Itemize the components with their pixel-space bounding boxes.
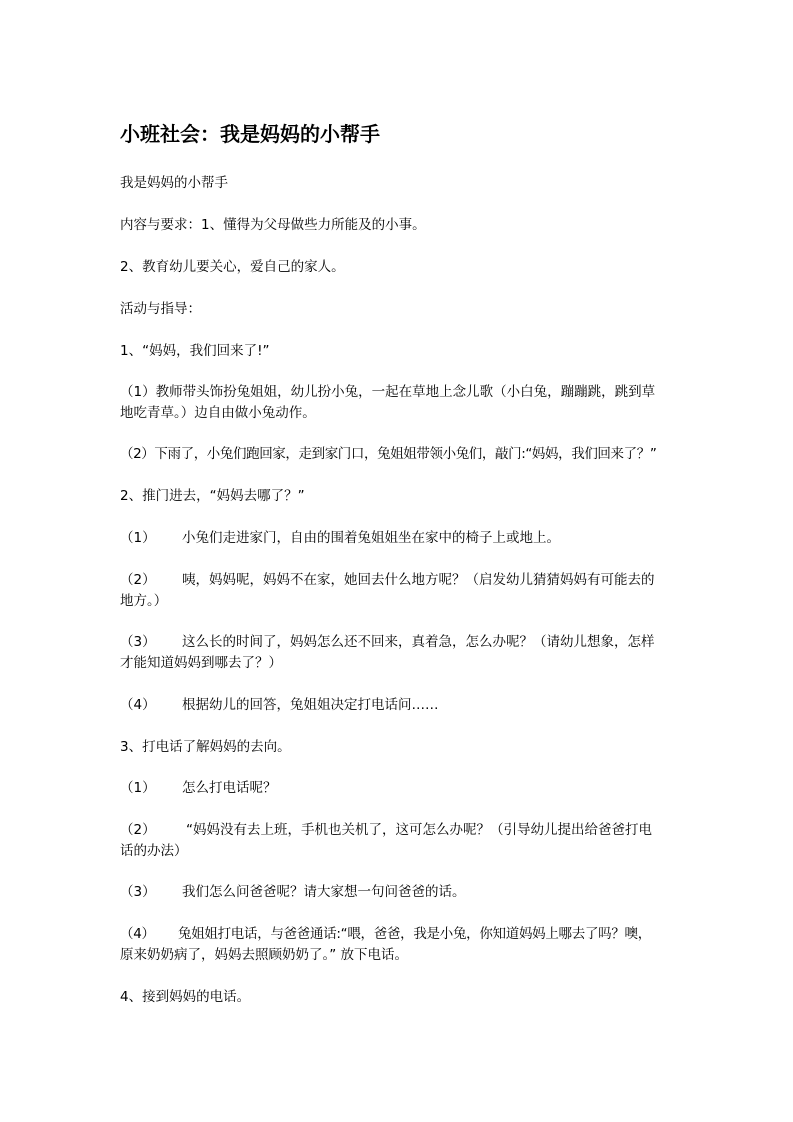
item-number: （3） <box>120 634 156 650</box>
section-2-item-2-line-2: 地方。） <box>120 593 168 609</box>
section-1-item-2: （2）下雨了，小兔们跑回家，走到家门口，兔姐姐带领小兔们，敲门:“妈妈，我们回来了？” <box>120 446 657 462</box>
item-number: （3） <box>120 884 156 900</box>
item-text: 这么长的时间了，妈妈怎么还不回来，真着急，怎么办呢？（请幼儿想象，怎样 <box>182 634 655 650</box>
document-title: 小班社会：我是妈妈的小帮手 <box>120 122 380 146</box>
item-number: （4） <box>120 926 155 942</box>
section-3-item-4-line-1 <box>120 923 680 945</box>
item-number: （2） <box>120 822 156 838</box>
section-2-item-3-line-2: 才能知道妈妈到哪去了？） <box>120 655 282 671</box>
item-text: 兔姐姐打电话，与爸爸通话:“喂，爸爸，我是小兔，你知道妈妈上哪去了吗？噢， <box>178 926 651 942</box>
section-2-item-2-line-1 <box>120 569 680 591</box>
section-1-heading: 1、“妈妈，我们回来了!” <box>120 343 270 359</box>
section-3-item-2-line-1 <box>120 819 680 841</box>
item-number: （4） <box>120 697 156 713</box>
section-2-item-4 <box>120 694 680 716</box>
guidance-heading: 活动与指导： <box>120 301 201 317</box>
item-text: 咦，妈妈呢，妈妈不在家，她回去什么地方呢？（启发幼儿猜猜妈妈有可能去的 <box>182 572 655 588</box>
requirements-line-2: 2、教育幼儿要关心，爱自己的家人。 <box>120 259 345 275</box>
section-3-item-1 <box>120 777 680 799</box>
section-3-item-3 <box>120 881 680 903</box>
item-text: 我们怎么问爸爸呢？请大家想一句问爸爸的话。 <box>182 884 466 900</box>
item-text: 根据幼儿的回答，兔姐姐决定打电话问…… <box>182 697 439 713</box>
section-2-item-3-line-1 <box>120 631 680 653</box>
section-2-heading: 2、推门进去，“妈妈去哪了？” <box>120 488 305 504</box>
section-1-item-1-line-1: （1）教师带头饰扮兔姐姐，幼儿扮小兔，一起在草地上念儿歌（小白兔，蹦蹦跳，跳到草 <box>120 384 656 400</box>
section-3-item-4-line-2: 原来奶奶病了，妈妈去照顾奶奶了。” 放下电话。 <box>120 947 409 963</box>
item-text: 怎么打电话呢？ <box>182 780 277 796</box>
requirements-line-1: 内容与要求：1、懂得为父母做些力所能及的小事。 <box>120 217 426 233</box>
section-3-heading: 3、打电话了解妈妈的去向。 <box>120 739 291 755</box>
item-text: 小兔们走进家门，自由的围着兔姐姐坐在家中的椅子上或地上。 <box>182 530 560 546</box>
item-number: （2） <box>120 572 156 588</box>
item-number: （1） <box>120 530 156 546</box>
section-4-heading: 4、接到妈妈的电话。 <box>120 989 251 1005</box>
section-2-item-1 <box>120 527 680 549</box>
section-3-item-2-line-2: 话的办法） <box>120 843 188 859</box>
item-text: “妈妈没有去上班，手机也关机了，这可怎么办呢？（引导幼儿提出给爸爸打电 <box>186 822 652 838</box>
item-number: （1） <box>120 780 156 796</box>
section-1-item-1-line-2: 地吃青草。）边自由做小兔动作。 <box>120 405 316 421</box>
subtitle: 我是妈妈的小帮手 <box>120 175 228 191</box>
